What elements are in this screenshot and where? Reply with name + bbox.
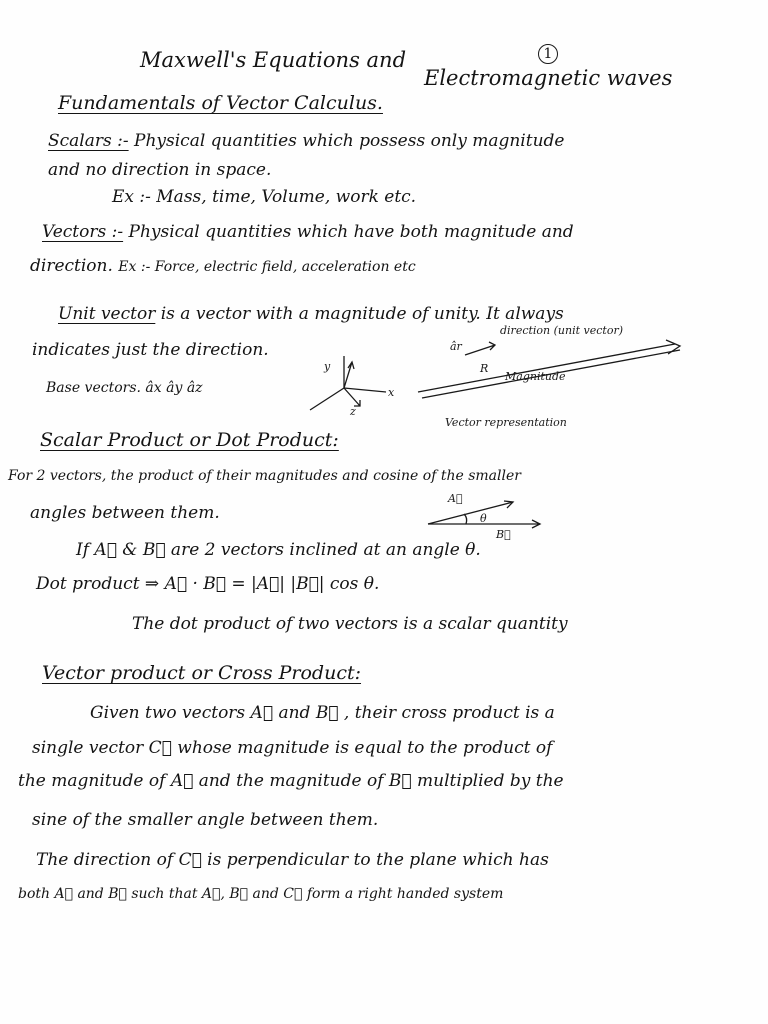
vector-product-line-3: the magnitude of A⃗ and the magnitude of B⃗ multiplied by the (18, 771, 564, 791)
vector-representation-caption: Vector representation (445, 416, 567, 429)
magnitude-label: Magnitude (505, 370, 566, 383)
vector-product-line-4: sine of the smaller angle between them. (32, 810, 379, 830)
x-axis-label: x (388, 386, 395, 399)
az-arrow (344, 388, 360, 406)
ar-label: âr (450, 340, 462, 353)
unit-vector-text: is a vector with a magnitude of unity. It always (160, 304, 564, 324)
page-title: Maxwell's Equations and (140, 48, 407, 72)
y-axis-line (310, 388, 344, 410)
z-axis-label: z (350, 405, 356, 418)
r-label: R (480, 362, 489, 375)
direction-label: direction (unit vector) (500, 324, 624, 337)
scalar-product-line-2: angles between them. (30, 503, 220, 523)
vectors-label: Vectors :- (42, 222, 124, 242)
scalars-example: Ex :- Mass, time, Volume, work etc. (112, 187, 417, 207)
vector-a-label: A⃗ (448, 492, 463, 505)
scalar-product-line-1: For 2 vectors, the product of their magnitudes and cosine of the smaller (8, 468, 521, 484)
vector-product-line-2: single vector C⃗ whose magnitude is equal to the product of (32, 738, 553, 758)
vectors-text-2: direction. (30, 256, 113, 276)
vector-product-line-1: Given two vectors A⃗ and B⃗ , their cross product is a (90, 703, 555, 723)
scalar-product-line-3: If A⃗ & B⃗ are 2 vectors inclined at an angle θ. (76, 540, 481, 560)
unit-vector-label: Unit vector (58, 304, 156, 324)
dot-product-figure (418, 490, 548, 540)
scalars-definition-line-1 (48, 131, 564, 151)
angle-arc (464, 514, 467, 524)
vector-a-line (428, 502, 513, 524)
unit-vector-arrow (465, 342, 495, 355)
page-title-continued: Electromagnetic waves (424, 66, 673, 90)
page-number: 1 (538, 44, 558, 64)
ay-arrow (344, 362, 354, 388)
fundamentals-heading: Fundamentals of Vector Calculus. (58, 92, 383, 114)
vector-product-line-5: The direction of C⃗ is perpendicular to the plane which has (36, 850, 549, 870)
x-axis-line (344, 388, 386, 392)
vectors-definition-line-1 (42, 222, 574, 242)
scalars-text: Physical quantities which possess only magnitude (134, 131, 565, 151)
unit-vector-line-1 (58, 304, 564, 324)
vectors-definition-line-2 (30, 256, 416, 277)
scalars-label: Scalars :- (48, 131, 129, 151)
vector-product-line-6: both A⃗ and B⃗ such that A⃗, B⃗ and C⃗ form a right handed system (18, 886, 504, 902)
unit-vector-line-2: indicates just the direction. (32, 340, 269, 360)
scalar-product-heading: Scalar Product or Dot Product: (40, 429, 339, 451)
scalars-definition-line-2: and no direction in space. (48, 160, 272, 180)
vectors-text: Physical quantities which have both magnitude and (128, 222, 574, 242)
vector-representation-figure (410, 322, 750, 432)
vector-product-heading: Vector product or Cross Product: (42, 662, 362, 684)
dot-product-conclusion: The dot product of two vectors is a scalar quantity (132, 614, 568, 634)
vectors-example: Ex :- Force, electric field, acceleration etc (118, 259, 416, 275)
dot-product-formula: Dot product ⇒ A⃗ · B⃗ = |A⃗| |B⃗| cos θ. (36, 574, 380, 594)
theta-label: θ (480, 512, 487, 525)
y-axis-label: y (324, 360, 331, 373)
axes-figure (298, 352, 393, 416)
vector-b-label: B⃗ (496, 528, 511, 541)
base-vectors: Base vectors. âx ây âz (46, 380, 203, 396)
